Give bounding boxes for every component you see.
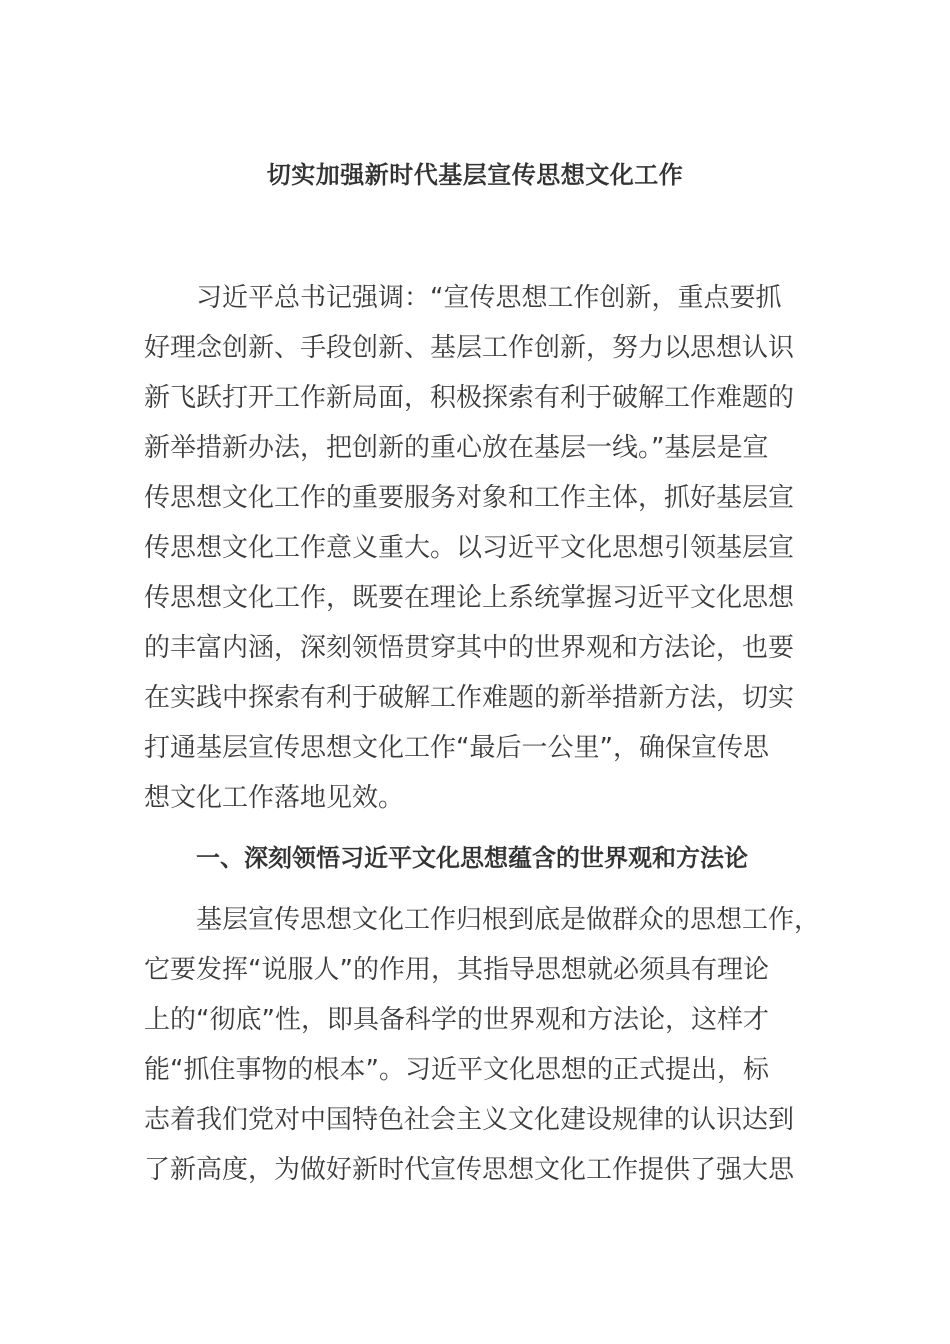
paragraph-line: 传思想文化工作的重要服务对象和工作主体，抓好基层宣 [144, 483, 795, 513]
paragraph-line: 传思想文化工作，既要在理论上系统掌握习近平文化思想 [144, 583, 795, 613]
paragraph-line: 基层宣传思想文化工作归根到底是做群众的思想工作， [196, 905, 821, 935]
paragraph-line: 在实践中探索有利于破解工作难题的新举措新方法，切实 [144, 683, 795, 713]
paragraph-line: 打通基层宣传思想文化工作“最后一公里”，确保宣传思 [144, 733, 769, 763]
paragraph-line: 想文化工作落地见效。 [144, 783, 405, 813]
paragraph-line: 志着我们党对中国特色社会主义文化建设规律的认识达到 [144, 1105, 795, 1135]
paragraph-line: 了新高度，为做好新时代宣传思想文化工作提供了强大思 [144, 1155, 795, 1185]
paragraph-line: 上的“彻底”性，即具备科学的世界观和方法论，这样才 [144, 1005, 769, 1035]
document-title: 切实加强新时代基层宣传思想文化工作 [266, 161, 684, 189]
paragraph-line: 新举措新办法，把创新的重心放在基层一线。”基层是宣 [144, 433, 769, 463]
paragraph-line: 能“抓住事物的根本”。习近平文化思想的正式提出，标 [144, 1055, 769, 1085]
paragraph-line: 的丰富内涵，深刻领悟贯穿其中的世界观和方法论，也要 [144, 633, 795, 663]
paragraph-line: 习近平总书记强调：“宣传思想工作创新，重点要抓 [196, 283, 782, 313]
paragraph-line: 它要发挥“说服人”的作用，其指导思想就必须具有理论 [144, 955, 769, 985]
paragraph-line: 新飞跃打开工作新局面，积极探索有利于破解工作难题的 [144, 383, 795, 413]
paragraph-line: 好理念创新、手段创新、基层工作创新，努力以思想认识 [144, 333, 795, 363]
section-heading: 一、深刻领悟习近平文化思想蕴含的世界观和方法论 [196, 844, 748, 872]
paragraph-line: 传思想文化工作意义重大。以习近平文化思想引领基层宣 [144, 533, 795, 563]
